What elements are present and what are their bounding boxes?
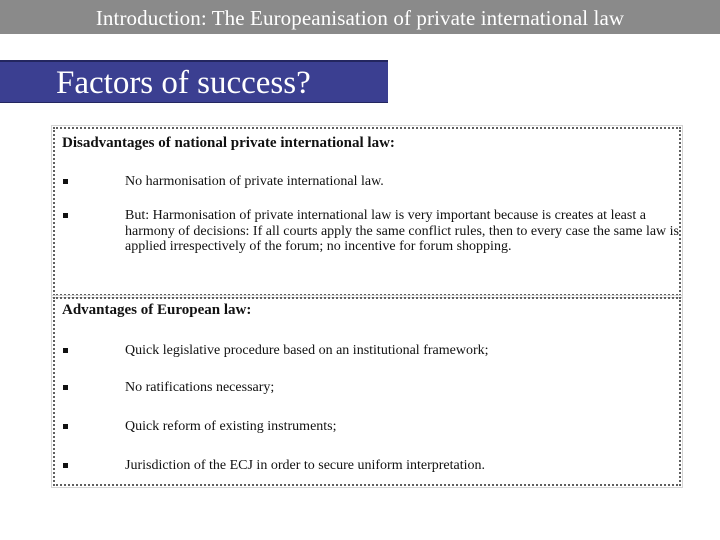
disadvantages-panel [53,127,681,296]
list-item-text: No ratifications necessary; [125,380,275,395]
slide-title: Factors of success? [56,65,311,101]
advantages-heading: Advantages of European law: [62,302,252,318]
square-bullet-icon [63,385,68,390]
header-bar [0,0,720,34]
list-item-text: But: Harmonisation of private international law is very important because is creates at least a harmony of decisions: If all courts apply the same conflict rules, then to every case the same law is applied irrespectively of the forum; no incentive for forum shopping. [125,208,679,254]
list-item-text: Quick legislative procedure based on an institutional framework; [125,343,489,358]
list-item-text: Quick reform of existing instruments; [125,419,337,434]
list-item-text: Jurisdiction of the ECJ in order to secure uniform interpretation. [125,458,486,473]
disadvantages-heading: Disadvantages of national private international law: [62,135,395,151]
slide-title-box [0,60,388,103]
square-bullet-icon [63,424,68,429]
square-bullet-icon [63,213,68,218]
header-title: Introduction: The Europeanisation of private international law [95,6,625,30]
square-bullet-icon [63,348,68,353]
square-bullet-icon [63,179,68,184]
list-item-text: No harmonisation of private international law. [125,174,384,189]
square-bullet-icon [63,463,68,468]
advantages-panel [53,297,681,486]
